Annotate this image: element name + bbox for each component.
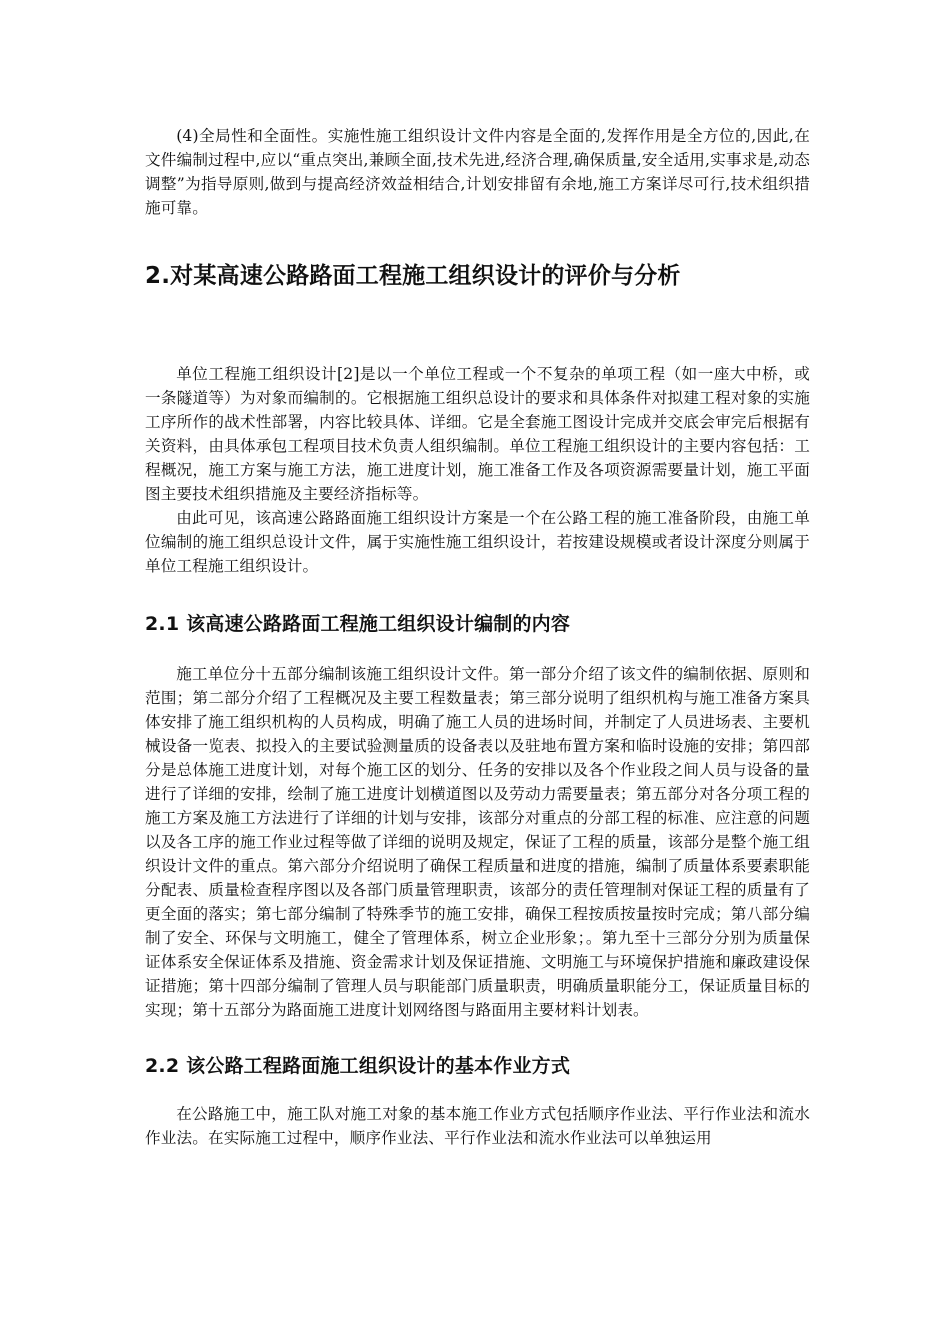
paragraph-work-methods: 在公路施工中，施工队对施工对象的基本施工作业方式包括顺序作业法、平行作业法和流水作业法。在实际施工过程中，顺序作业法、平行作业法和流水作业法可以单独运用 — [145, 1105, 810, 1147]
paragraph-conclusion: 由此可见，该高速公路路面施工组织设计方案是一个在公路工程的施工准备阶段，由施工单位编制的施工组织总设计文件，属于实施性施工组织设计，若按建设规模或者设计深度分则属于单位工程施工组织设计。 — [145, 509, 810, 575]
section-2-2-heading: 2.2 该公路工程路面施工组织设计的基本作业方式 — [145, 1055, 571, 1077]
section-2-1-heading: 2.1 该高速公路路面工程施工组织设计编制的内容 — [145, 613, 571, 635]
section-2-heading: 2.对某高速公路路面工程施工组织设计的评价与分析 — [145, 263, 681, 289]
paragraph-unit-design: 单位工程施工组织设计[2]是以一个单位工程或一个不复杂的单项工程（如一座大中桥，或一条隧道等）为对象而编制的。它根据施工组织总设计的要求和具体条件对拟建工程对象的实施工序所作的战术性部署，内容比较具体、详细。它是全套施工图设计完成并交底会审完后根据有关资料，由具体承包工程项目技术负责人组织编制。单位工程施工组织设计的主要内容包括：工程概况，施工方案与施工方法，施工进度计划，施工准备工作及各项资源需要量计划，施工平面图主要技术组织措施及主要经济指标等。 — [145, 365, 810, 503]
document-body — [145, 124, 810, 1150]
paragraph-fifteen-parts: 施工单位分十五部分编制该施工组织设计文件。第一部分介绍了该文件的编制依据、原则和范围；第二部分介绍了工程概况及主要工程数量表；第三部分说明了组织机构与施工准备方案具体安排了施工组织机构的人员构成，明确了施工人员的进场时间，并制定了人员进场表、主要机械设备一览表、拟投入的主要试验测量质的设备表以及驻地布置方案和临时设施的安排；第四部分是总体施工进度计划，对每个施工区的划分、任务的安排以及各个作业段之间人员与设备的量进行了详细的安排，绘制了施工进度计划横道图以及劳动力需要量表；第五部分对各分项工程的施工方案及施工方法进行了详细的计划与安排，该部分对重点的分部工程的标准、应注意的问题以及各工序的施工作业过程等做了详细的说明及规定，保证了工程的质量，该部分是整个施工组织设计文件的重点。第六部分介绍说明了确保工程质量和进度的措施，编制了质量体系要素职能分配表、质量检查程序图以及各部门质量管理职责，该部分的责任管理制对保证工程的质量有了更全面的落实；第七部分编制了特殊季节的施工安排，确保工程按质按量按时完成；第八部分编制了安全、环保与文明施工，健全了管理体系，树立企业形象；。第九至十三部分分别为质量保证体系安全保证体系及措施、资金需求计划及保证措施、文明施工与环境保护措施和廉政建设保证措施；第十四部分编制了管理人员与职能部门质量职责，明确质量职能分工，保证质量目标的实现；第十五部分为路面施工进度计划网络图与路面用主要材料计划表。 — [145, 665, 810, 1019]
paragraph-fullness-principle: (4)全局性和全面性。实施性施工组织设计文件内容是全面的,发挥作用是全方位的,因此,在文件编制过程中,应以“重点突出,兼顾全面,技术先进,经济合理,确保质量,安全适用,实事求是,动态调整”为指导原则,做到与提高经济效益相结合,计划安排留有余地,施工方案详尽可行,技术组织措施可靠。 — [145, 127, 810, 217]
